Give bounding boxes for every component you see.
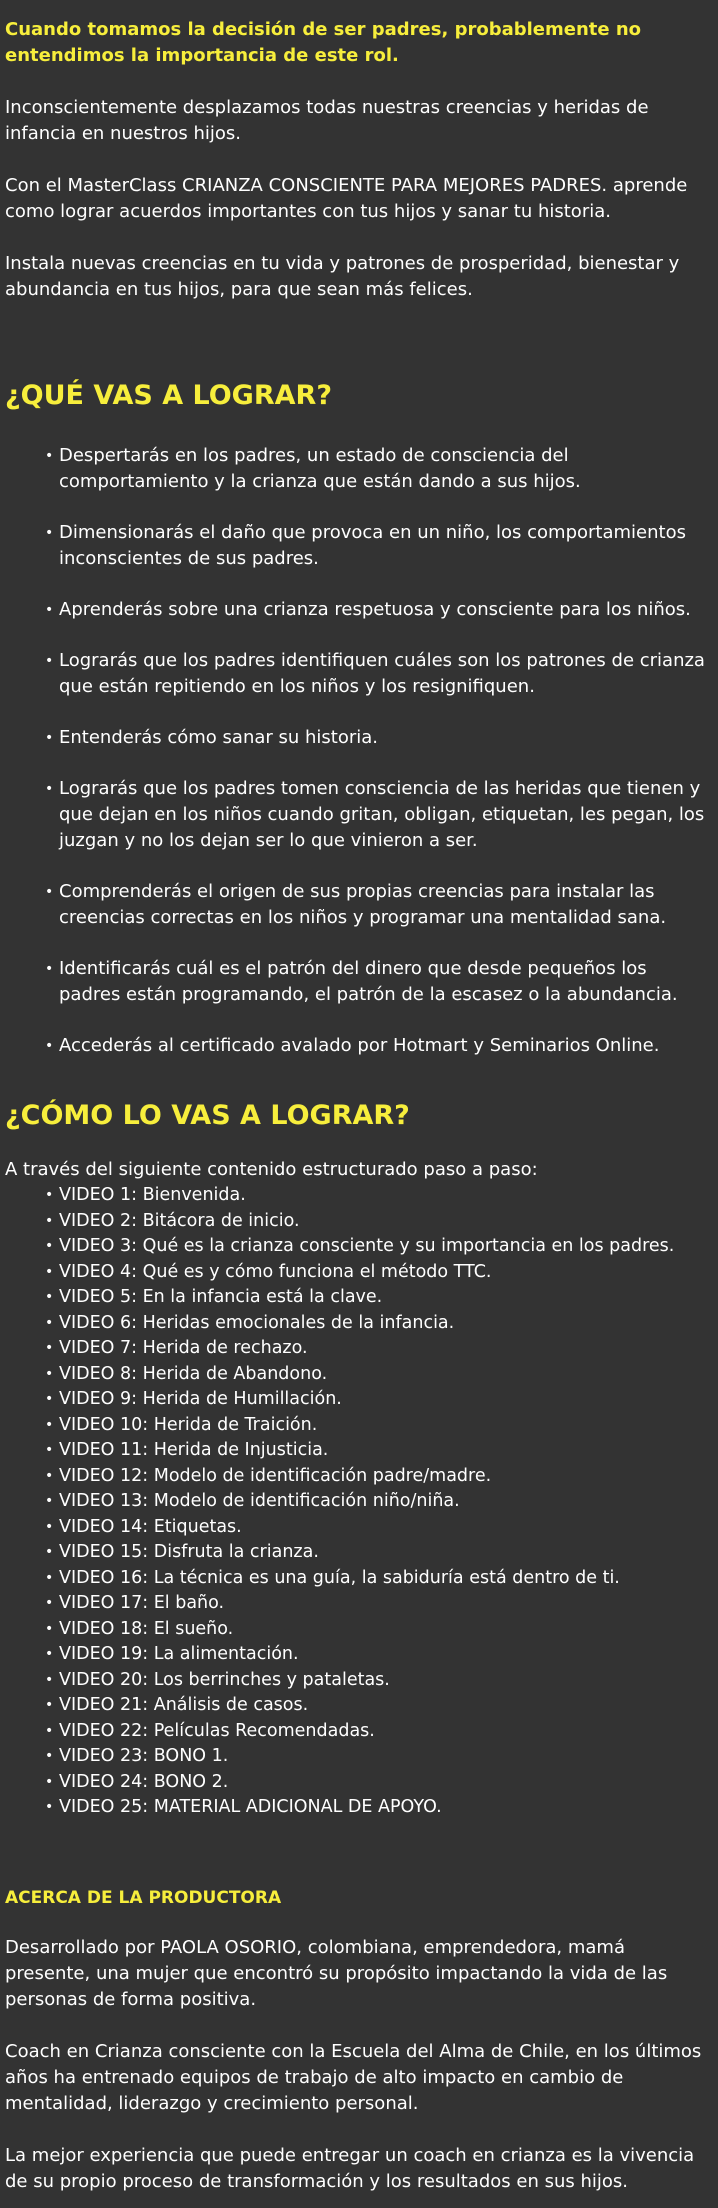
video-item: • VIDEO 12: Modelo de identificación padre/madre. (5, 1464, 712, 1490)
product-description (0, 17, 718, 2195)
video-item: • VIDEO 2: Bitácora de inicio. (5, 1209, 712, 1235)
achieve-item: • Comprenderás el origen de sus propias creencias para instalar las creencias correctas en los niños y programar una mentalidad sana. (5, 879, 712, 931)
video-item: • VIDEO 14: Etiquetas. (5, 1515, 712, 1541)
video-item: • VIDEO 8: Herida de Abandono. (5, 1362, 712, 1388)
achieve-item: • Dimensionarás el daño que provoca en un niño, los comportamientos inconscientes de sus padres. (5, 520, 712, 572)
video-item: • VIDEO 4: Qué es y cómo funciona el método TTC. (5, 1260, 712, 1286)
how-intro: A través del siguiente contenido estructurado paso a paso: (5, 1159, 538, 1180)
video-item: • VIDEO 18: El sueño. (5, 1617, 712, 1643)
achieve-item: • Identificarás cuál es el patrón del dinero que desde pequeños los padres están programando, el patrón de la escasez o la abundancia. (5, 956, 712, 1008)
video-item: • VIDEO 22: Películas Recomendadas. (5, 1719, 712, 1745)
video-item: • VIDEO 25: MATERIAL ADICIONAL DE APOYO. (5, 1795, 712, 1821)
video-item: • VIDEO 15: Disfruta la crianza. (5, 1540, 712, 1566)
video-item: • VIDEO 13: Modelo de identificación niño/niña. (5, 1489, 712, 1515)
about-paragraph-1: Desarrollado por PAOLA OSORIO, colombiana, emprendedora, mamá presente, una mujer que encontró su propósito impactando la vida de las personas de forma positiva. (5, 1936, 668, 2010)
achieve-item: • Lograrás que los padres identifiquen cuáles son los patrones de crianza que están repitiendo en los niños y los resignifiquen. (5, 648, 712, 700)
video-item: • VIDEO 6: Heridas emocionales de la infancia. (5, 1311, 712, 1337)
video-item: • VIDEO 23: BONO 1. (5, 1744, 712, 1770)
achieve-item: • Entenderás cómo sanar su historia. (5, 725, 712, 751)
video-item: • VIDEO 1: Bienvenida. (5, 1183, 712, 1209)
about-heading: ACERCA DE LA PRODUCTORA (5, 1887, 282, 1908)
intro-paragraph-1: Inconscientemente desplazamos todas nuestras creencias y heridas de infancia en nuestros hijos. (5, 97, 649, 144)
video-item: • VIDEO 9: Herida de Humillación. (5, 1387, 712, 1413)
about-paragraph-3: La mejor experiencia que puede entregar un coach en crianza es la vivencia de su propio proceso de transformación y los resultados en sus hijos. (5, 2144, 695, 2192)
achieve-item: • Accederás al certificado avalado por Hotmart y Seminarios Online. (5, 1033, 712, 1059)
achieve-heading: ¿QUÉ VAS A LOGRAR? (5, 380, 332, 411)
video-list (5, 1183, 712, 1821)
video-item: • VIDEO 20: Los berrinches y pataletas. (5, 1668, 712, 1694)
video-item: • VIDEO 5: En la infancia está la clave. (5, 1285, 712, 1311)
about-paragraph-2: Coach en Crianza consciente con la Escuela del Alma de Chile, en los últimos años ha entrenado equipos de trabajo de alto impacto en cambio de mentalidad, liderazgo y crecimiento personal. (5, 2040, 702, 2114)
achieve-item: • Despertarás en los padres, un estado de consciencia del comportamiento y la crianza que están dando a sus hijos. (5, 443, 712, 495)
video-item: • VIDEO 10: Herida de Traición. (5, 1413, 712, 1439)
achieve-item: • Aprenderás sobre una crianza respetuosa y consciente para los niños. (5, 597, 712, 623)
video-item: • VIDEO 16: La técnica es una guía, la sabiduría está dentro de ti. (5, 1566, 712, 1592)
achieve-item: • Lograrás que los padres tomen consciencia de las heridas que tienen y que dejan en los niños cuando gritan, obligan, etiquetan, les pegan, los juzgan y no los dejan ser lo que vinieron a ser. (5, 776, 712, 854)
how-heading: ¿CÓMO LO VAS A LOGRAR? (5, 1100, 410, 1131)
video-item: • VIDEO 21: Análisis de casos. (5, 1693, 712, 1719)
video-item: • VIDEO 19: La alimentación. (5, 1642, 712, 1668)
video-item: • VIDEO 3: Qué es la crianza consciente y su importancia en los padres. (5, 1234, 712, 1260)
video-item: • VIDEO 24: BONO 2. (5, 1770, 712, 1796)
video-item: • VIDEO 17: El baño. (5, 1591, 712, 1617)
video-item: • VIDEO 11: Herida de Injusticia. (5, 1438, 712, 1464)
achieve-list (5, 443, 712, 1059)
intro-highlight: Cuando tomamos la decisión de ser padres, probablemente no entendimos la importancia de este rol. (5, 19, 642, 66)
intro-paragraph-2: Con el MasterClass CRIANZA CONSCIENTE PARA MEJORES PADRES. aprende como lograr acuerdos importantes con tus hijos y sanar tu historia. (5, 175, 688, 222)
intro-paragraph-3: Instala nuevas creencias en tu vida y patrones de prosperidad, bienestar y abundancia en tus hijos, para que sean más felices. (5, 253, 680, 300)
video-item: • VIDEO 7: Herida de rechazo. (5, 1336, 712, 1362)
